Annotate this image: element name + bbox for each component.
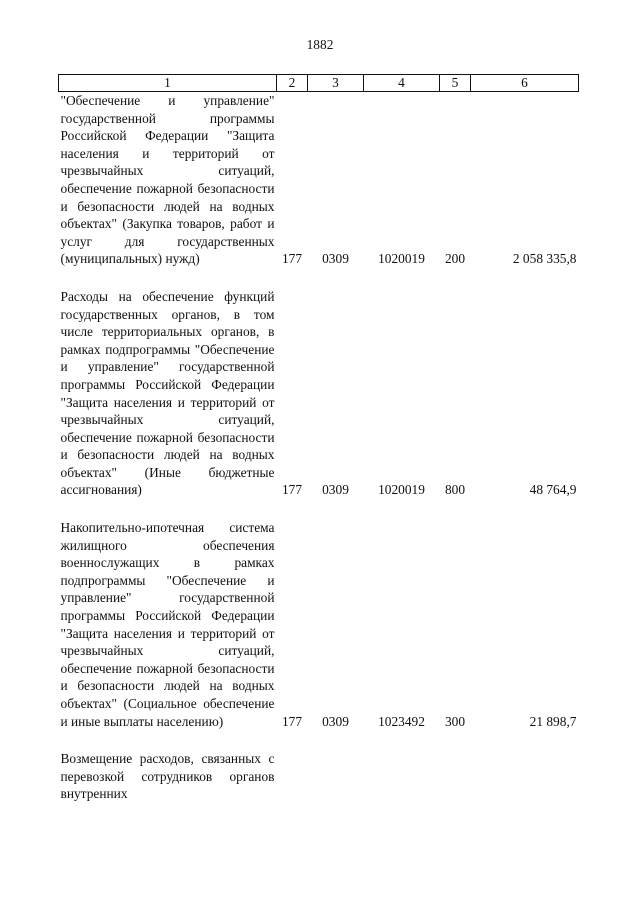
header-row	[59, 75, 579, 92]
row-col-6: 21 898,7	[529, 713, 577, 729]
row-spacer	[59, 499, 579, 519]
table-row	[59, 288, 579, 499]
header-col-3: 3	[308, 75, 364, 92]
row-col-5: 200	[444, 251, 466, 267]
row-col-6: 48 764,9	[529, 482, 577, 498]
header-col-5: 5	[440, 75, 471, 92]
row-col-2: 177	[281, 251, 303, 267]
row-col-4	[364, 750, 440, 803]
row-col-3: 0309	[322, 482, 349, 498]
row-col-3	[308, 750, 364, 803]
row-spacer	[59, 730, 579, 750]
row-col-5: 800	[444, 482, 466, 498]
row-spacer	[59, 268, 579, 288]
row-col-2: 177	[281, 482, 303, 498]
header-col-4: 4	[364, 75, 440, 92]
row-col-4: 1023492	[378, 713, 425, 729]
row-description: Накопительно-ипотечная система жилищного обеспечения военнослужащих в рамках подпрограммы "Обеспечение и управление" государственной программы Российской Федерации "Защита населения и территорий от чрезвычайных ситуаций, обеспечение пожарной безопасности и безопасности людей на водных объектах" (Социальное обеспечение и иные выплаты населению)	[60, 520, 275, 729]
row-col-5: 300	[444, 713, 466, 729]
row-description: "Обеспечение и управление" государственной программы Российской Федерации "Защита населения и территорий от чрезвычайных ситуаций, обеспечение пожарной безопасности и безопасности людей на водных объектах" (Закупка товаров, работ и услуг для государственных (муниципальных) нужд)	[60, 93, 275, 267]
header-col-2: 2	[277, 75, 308, 92]
table-row	[59, 92, 579, 268]
row-description: Расходы на обеспечение функций государственных органов, в том числе территориальных органов, в рамках подпрограммы "Обеспечение и управление" государственной программы Российской Федерации "Защита населения и территорий от чрезвычайных ситуаций, обеспечение пожарной безопасности и безопасности людей на водных объектах" (Иные бюджетные ассигнования)	[60, 288, 275, 498]
header-col-6: 6	[471, 75, 579, 92]
row-col-2: 177	[281, 713, 303, 729]
table-row	[59, 519, 579, 730]
row-col-6	[471, 750, 579, 803]
table-row	[59, 750, 579, 803]
row-col-3: 0309	[322, 713, 349, 729]
row-col-4: 1020019	[378, 482, 425, 498]
row-col-6: 2 058 335,8	[512, 251, 577, 267]
row-col-3: 0309	[322, 251, 349, 267]
budget-table	[58, 74, 579, 803]
row-description: Возмещение расходов, связанных с перевозкой сотрудников органов внутренних	[60, 751, 275, 802]
row-col-5	[440, 750, 471, 803]
header-col-1: 1	[59, 75, 277, 92]
page-number: 1882	[306, 37, 334, 52]
row-col-4: 1020019	[378, 251, 425, 267]
row-col-2	[277, 750, 308, 803]
